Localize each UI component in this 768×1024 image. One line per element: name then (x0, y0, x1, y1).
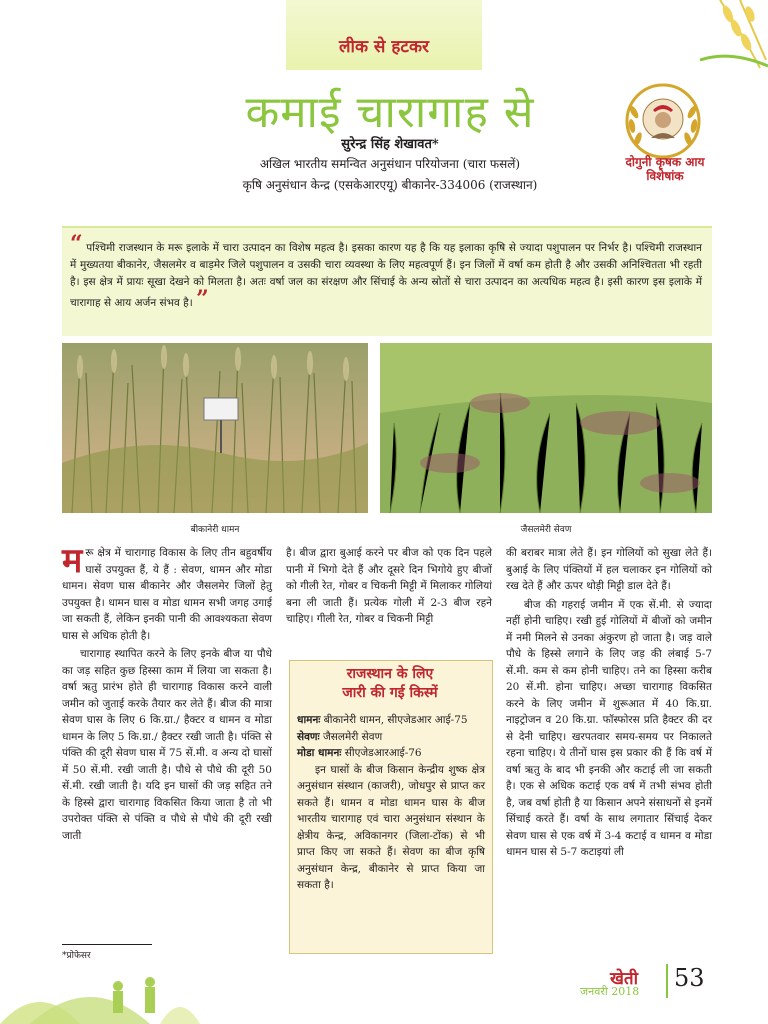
variety-row-moda-dhaman (297, 745, 485, 762)
footnote-rule (62, 944, 152, 945)
article-title: कमाई चारागाह से (245, 87, 535, 138)
special-issue-emblem-icon (624, 82, 702, 160)
section-tag: लीक से हटकर (339, 37, 429, 57)
variety-value: सीएजेडआरआई-76 (344, 747, 422, 759)
variety-value: बीकानेरी धामन, सीएजेडआर आई-75 (323, 714, 468, 726)
intro-text: पश्चिमी राजस्थान के मरू इलाके में चारा उत्पादन का विशेष महत्व है। इसका कारण यह है कि यह इलाका कृषि से ज्यादा पशुपालन पर निर्भर है। पश्चिमी राजस्थान में मुख्यतया बीकानेर, जैसलमेर व बाड़मेर जिले पशुपालन व उसकी चारा व्यवस्था के लिए महत्वपूर्ण हैं। इन जिलों में वर्षा कम होती है और उसकी अनिश्चितता भी रहती है। इस क्षेत्र में प्रायः सूखा देखने को मिलता है। अतः वर्षा जल का संरक्षण और सिंचाई के अन्य स्रोतों से चारा उत्पादन का अत्यधिक महत्व है। इसी कारण इस इलाके में चारागाह से आय अर्जन संभव है। (70, 242, 703, 309)
special-issue-line-1: दोगुनी कृषक आय (625, 155, 705, 169)
col2-paragraph-1: है। बीज द्वारा बुआई करने पर बीज को एक दिन पहले पानी में भिगो देते हैं और दूसरे दिन भिगोये हुए बीजों को गीली रेत, गोबर व चिकनी मिट्टी में मिलाकर गोलियां बना ली जाती हैं। प्रत्येक गोली में 2-3 बीज रहने चाहिए। गीली रेत, गोबर व चिकनी मिट्टी (286, 547, 492, 625)
variety-row-dhaman (297, 712, 485, 729)
column-3 (506, 545, 712, 863)
col1-paragraph-1 (62, 541, 272, 644)
photo-jaisalmeri-sevan (380, 343, 712, 513)
varieties-title-line-1: राजस्थान के लिए (346, 666, 434, 682)
special-issue-line-2: विशेषांक (646, 169, 684, 183)
open-quote-icon: “ (70, 231, 83, 257)
variety-label: सेवणः (297, 730, 320, 743)
photo-left-caption: बीकानेरी धामन (190, 525, 240, 535)
col1-paragraph-2: चारागाह स्थापित करने के लिए इनके बीज या पौधे का जड़ सहित कुछ हिस्सा काम में लिया जा सकता है। वर्षा ऋतु प्रारंभ होते ही चारागाह विकास करने वाली जमीन को जुताई करके तैयार कर लेते हैं। बीज की मात्रा सेवण घास के लिए 6 कि.ग्रा./ हैक्टर व धामन व मोडा धामन के लिए 5 कि.ग्रा./ हैक्टर रखी जाती है। पंक्ति से पंक्ति की दूरी सेवण घास में 75 सें.मी. व अन्य दो घासों में 50 सें.मी. रखी जाती है। पौधे से पौधे की दूरी 50 सें.मी. रखी जाती है। यदि इन घासों की जड़ सहित तने के हिस्से द्वारा चारागाह विकसित किया जाता है तो भी उपरोक्त पंक्ति से पंक्ति व पौधे से पौधे की दूरी रखी जाती (62, 648, 272, 842)
varieties-box-body (297, 712, 485, 894)
varieties-box-title (289, 665, 491, 703)
farmers-silhouette-decoration-icon (0, 960, 200, 1024)
column-2 (286, 545, 492, 630)
photo-right-caption: जैसलमेरी सेवण (520, 525, 572, 535)
variety-value: जैसलमेरी सेवण (323, 730, 383, 743)
variety-label: धामनः (297, 714, 321, 726)
page-number-divider (666, 964, 668, 998)
close-quote-icon: ” (196, 286, 209, 312)
magazine-brand: खेती (610, 969, 638, 989)
col1-paragraph-1-text: रू क्षेत्र में चारागाह विकास के लिए तीन बहुवर्षीय घासें उपयुक्त हैं, ये हैं : सेवण, धामन और मोडा धामन। सेवण घास बीकानेर और जैसलमेर जिलों हेतु उपयुक्त है। धामन घास व मोडा धामन सभी जगह उगाई जा सकती हैं, लेकिन इनकी पानी की आवश्यकता सेवण घास से अधिक होती है। (62, 547, 272, 642)
wheat-decoration-icon (700, 0, 768, 70)
special-issue-label (600, 155, 730, 183)
col3-paragraph-1: की बराबर मात्रा लेते हैं। इन गोलियों को सुखा लेते हैं। बुआई के लिए पंक्तियों में हल चलाकर इन गोलियों को रख देते हैं और ऊपर थोड़ी मिट्टी डाल देते हैं। (506, 547, 712, 592)
col3-paragraph-2: बीज की गहराई जमीन में एक सें.मी. से ज्यादा नहीं होनी चाहिए। रखी हुई गोलियों में बीजों को जमीन में नमी मिलने से उनका अंकुरण हो जाता है। जड़ वाले पौधे के हिस्से लगाने के लिए जड़ की लंबाई 5-7 सें.मी. कम से कम होनी चाहिए। तने का हिस्सा करीब 20 सें.मी. होना चाहिए। अच्छा चारागाह विकसित करने के लिए जमीन में शुरूआत में 40 कि.ग्रा. नाइट्रोजन व 20 कि.ग्रा. फॉस्फोरस प्रति हैक्टर की दर से देनी चाहिए। खरपतवार समय-समय पर निकालते रहना चाहिए। ये तीनों घास इस प्रकार की हैं कि वर्ष में वर्षा ऋतु के बाद भी इनकी और कटाई ली जा सकती है। एक से अधिक कटाई एक वर्ष में तभी संभव होती है, जब वर्षा होती है या किसान अपने संसाधनों से इनमें सिंचाई करते हैं। वर्षा के साथ लगातार सिंचाई देकर सेवण घास से एक वर्ष में 3-4 कटाई व धामन व मोडा धामन घास से 5-7 कटाइयां ली (506, 598, 712, 858)
footnote: *प्रोफेसर (62, 951, 91, 961)
affiliation-line-1: अखिल भारतीय समन्वित अनुसंधान परियोजना (चारा फसलें) (259, 157, 521, 171)
seed-source-paragraph: इन घासों के बीज किसान केन्द्रीय शुष्क क्षेत्र अनुसंधान संस्थान (काजरी), जोधपुर से प्राप्त कर सकते हैं। धामन व मोडा धामन घास के बीज भारतीय चारागाह एवं चारा अनुसंधान संस्थान के क्षेत्रीय केन्द्र, अविकानगर (जिला-टोंक) से भी प्राप्त किए जा सकते हैं। सेवण का बीज कृषि अनुसंधान केन्द्र, बीकानेर से प्राप्त किया जा सकता है। (297, 763, 485, 891)
intro-paragraph (70, 231, 703, 312)
affiliation-line-2: कृषि अनुसंधान केन्द्र (एसकेआरएयू) बीकानेर-334006 (राजस्थान) (242, 178, 538, 192)
dropcap: म (62, 541, 83, 581)
column-1 (62, 541, 272, 846)
photo-bikaneri-dhaman (62, 343, 368, 513)
page-number: 53 (674, 964, 705, 992)
variety-label: मोडा धामनः (297, 747, 342, 759)
issue-date: जनवरी 2018 (580, 985, 640, 998)
varieties-title-line-2: जारी की गई किस्में (342, 685, 438, 701)
variety-row-sevan (297, 729, 485, 746)
author-name: सुरेन्द्र सिंह शेखावत* (341, 137, 439, 152)
